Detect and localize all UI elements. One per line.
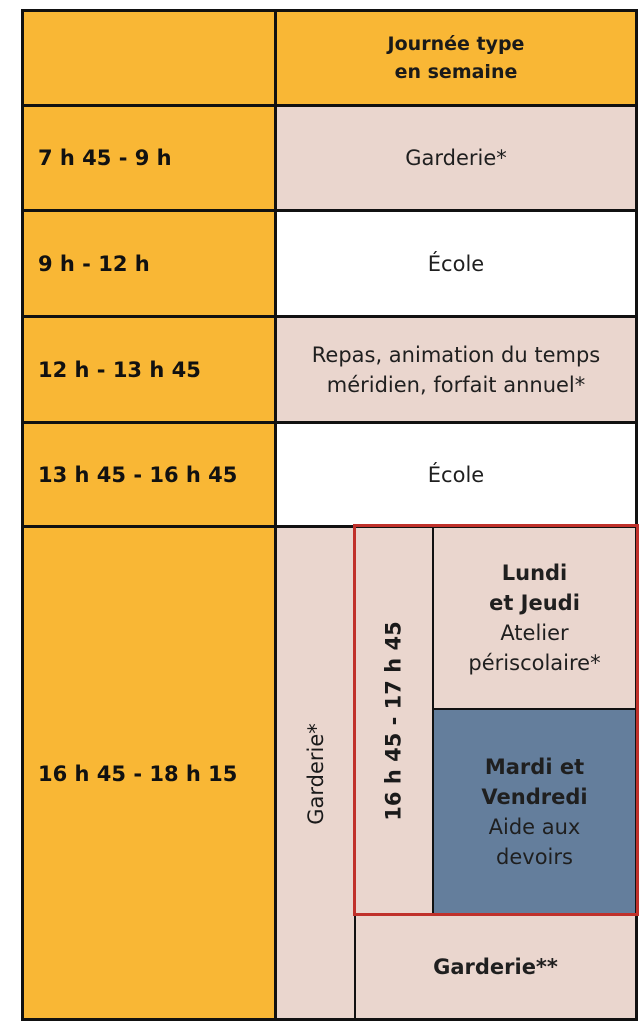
grid-line	[21, 1018, 638, 1021]
header-title-line1: Journée type	[387, 32, 525, 55]
lundi-jeudi-line1: Lundi	[501, 561, 568, 585]
mardi-vendredi-line2: Vendredi	[481, 784, 588, 809]
time-row-2: 9 h - 12 h	[22, 211, 276, 317]
activity-lunch-line1: Repas, animation du temps	[311, 343, 601, 367]
mardi-vendredi-line3: Aide aux	[488, 814, 581, 839]
grid-line	[274, 9, 277, 1021]
time-row-4: 13 h 45 - 16 h 45	[22, 423, 276, 527]
mardi-vendredi-line1: Mardi et	[484, 754, 585, 779]
grid-line	[21, 104, 638, 107]
activity-lunch	[276, 317, 636, 423]
lundi-jeudi-cell	[433, 527, 636, 709]
activity-ecole-morning: École	[276, 211, 636, 317]
grid-line	[21, 315, 638, 318]
garderie-vertical-cell	[276, 527, 355, 1020]
garderie-late-cell: Garderie**	[355, 914, 636, 1020]
activity-garderie-morning: Garderie*	[276, 105, 636, 211]
time-row-5: 16 h 45 - 18 h 15	[22, 527, 276, 1020]
lundi-jeudi-line2: et Jeudi	[489, 591, 580, 615]
grid-line	[635, 9, 638, 1021]
activity-ecole-afternoon: École	[276, 423, 636, 527]
slot-vertical-label: 16 h 45 - 17 h 45	[382, 620, 407, 821]
lundi-jeudi-line4: périscolaire*	[468, 651, 601, 675]
slot-vertical-cell	[355, 527, 433, 914]
grid-line	[21, 525, 638, 528]
mardi-vendredi-line4: devoirs	[496, 844, 573, 869]
grid-line	[354, 913, 638, 915]
time-row-1: 7 h 45 - 9 h	[22, 105, 276, 211]
grid-line	[21, 9, 638, 12]
header-empty-cell	[22, 10, 276, 105]
activity-lunch-line2: méridien, forfait annuel*	[326, 373, 586, 397]
grid-line	[433, 708, 637, 710]
grid-line	[21, 209, 638, 212]
grid-line	[21, 9, 24, 1021]
header-title-line2: en semaine	[394, 60, 518, 83]
mardi-vendredi-cell	[433, 709, 636, 914]
grid-line	[354, 527, 356, 1021]
lundi-jeudi-line3: Atelier	[500, 621, 569, 645]
grid-line	[21, 421, 638, 424]
grid-line	[432, 527, 434, 915]
header-title	[276, 10, 636, 105]
garderie-vertical-label: Garderie*	[303, 722, 328, 825]
time-row-3: 12 h - 13 h 45	[22, 317, 276, 423]
